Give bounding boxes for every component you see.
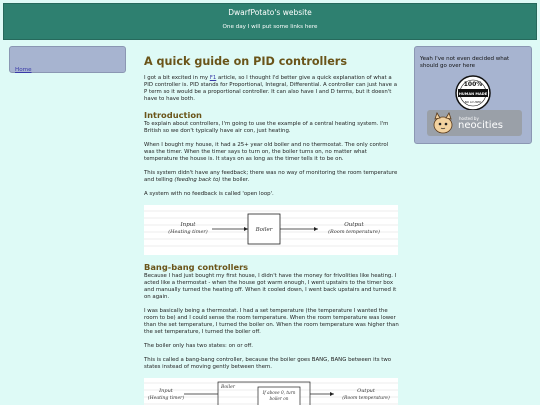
output-sublabel: (Room temperature)	[328, 229, 380, 235]
human-badge-bottom: NO AI USED	[464, 100, 482, 104]
output2-label: Output	[357, 388, 375, 394]
site-header	[3, 3, 537, 40]
input-sublabel: (Heating timer)	[168, 229, 208, 235]
text-span: I got a bit excited in my	[144, 75, 210, 81]
input-arrowhead	[244, 227, 248, 231]
neocities-badge[interactable]	[427, 110, 522, 136]
bangbang-paragraph-4: This is called a bang-bang controller, because the boiler goes BANG, BANG between its two states instead of moving gently between them.	[144, 357, 392, 370]
boiler-label: Boiler	[255, 227, 273, 233]
sidebar-note: Yeah I've not even decided what should go over here	[420, 56, 510, 69]
bang-bang-heading: Bang-bang controllers	[144, 262, 249, 272]
human-made-badge-icon	[455, 75, 491, 111]
thermostat-label-1: If above 0, turn	[262, 390, 296, 395]
site-title: DwarfPotato's website	[228, 8, 312, 17]
output2-sublabel: (Room temperature)	[342, 396, 390, 401]
text-span: the boiler.	[220, 177, 250, 183]
bangbang-paragraph-3: The boiler only has two states: on or off.	[144, 343, 253, 349]
output-label: Output	[344, 222, 364, 228]
output2-arrowhead	[330, 392, 334, 396]
intro-paragraph-4	[144, 170, 400, 184]
input-label: Input	[180, 222, 196, 228]
right-sidebar	[414, 46, 532, 144]
left-nav	[9, 46, 126, 73]
bang-bang-diagram	[144, 378, 398, 405]
text-span: article, so I thought I'd better give a quick explanation of what a PID controller is. PID stands for Proportional, Integral, Differential. A controller can just have a P term so it would be a proportional controller. It can also have I and D terms, but it doesn't have to have both.	[144, 75, 397, 102]
site-subtitle: One day I will put some links here	[222, 24, 318, 30]
text-emphasis: (feeding back to)	[174, 177, 221, 183]
f1-article-link[interactable]: F1	[209, 75, 217, 81]
bangbang-paragraph-1: Because I had just bought my first house, I didn't have the money for frivolities like heating. I acted like a thermostat - when the house got warm enough, I went upstairs to the timer box and manually turned the heating off. When it cooled down, I went back upstairs and turned it on again.	[144, 273, 397, 300]
open-loop-diagram	[144, 205, 398, 255]
intro-paragraph-2: To explain about controllers, I'm going to use the example of a central heating system. I'm British so we don't typically have air con, just heating.	[144, 121, 389, 134]
bangbang-paragraph-2: I was basically being a thermostat. I had a set temperature (the temperature I wanted the room to be) and I could sense the room temperature. When the room temperature was lower than the set temperature, I turned the boiler on. When the room temperature was higher than the set temperature, I turned the boiler off.	[144, 308, 399, 335]
cat-mascot-icon	[431, 112, 455, 134]
intro-paragraph-3: When I bought my house, it had a 25+ year old boiler and no thermostat. The only control was the timer. When the timer says to turn on, the boiler turns on, no matter what temperature the house is. It stays on as long as the timer tells it to be on.	[144, 142, 389, 162]
boiler2-label: Boiler	[221, 385, 235, 390]
thermostat-label-2: boiler on	[269, 396, 289, 401]
human-badge-top: 100%	[463, 81, 483, 88]
neocities-hosted-label: hosted by	[459, 116, 479, 121]
human-badge-middle: HUMAN MADE	[458, 92, 488, 96]
intro-paragraph-1	[144, 75, 400, 103]
home-link[interactable]: Home	[15, 67, 32, 73]
intro-paragraph-5: A system with no feedback is called 'open loop'.	[144, 191, 274, 197]
text-span: This system didn't have any feedback; there was no way of monitoring the room temperature and telling	[144, 170, 398, 183]
neocities-brand-label: neocities	[458, 120, 503, 131]
page-title: A quick guide on PID controllers	[144, 55, 347, 68]
article	[144, 55, 400, 405]
input2-sublabel: (Heating timer)	[147, 396, 185, 401]
output-arrowhead	[314, 227, 318, 231]
input2-label: Input	[159, 388, 173, 394]
introduction-heading: Introduction	[144, 110, 202, 120]
